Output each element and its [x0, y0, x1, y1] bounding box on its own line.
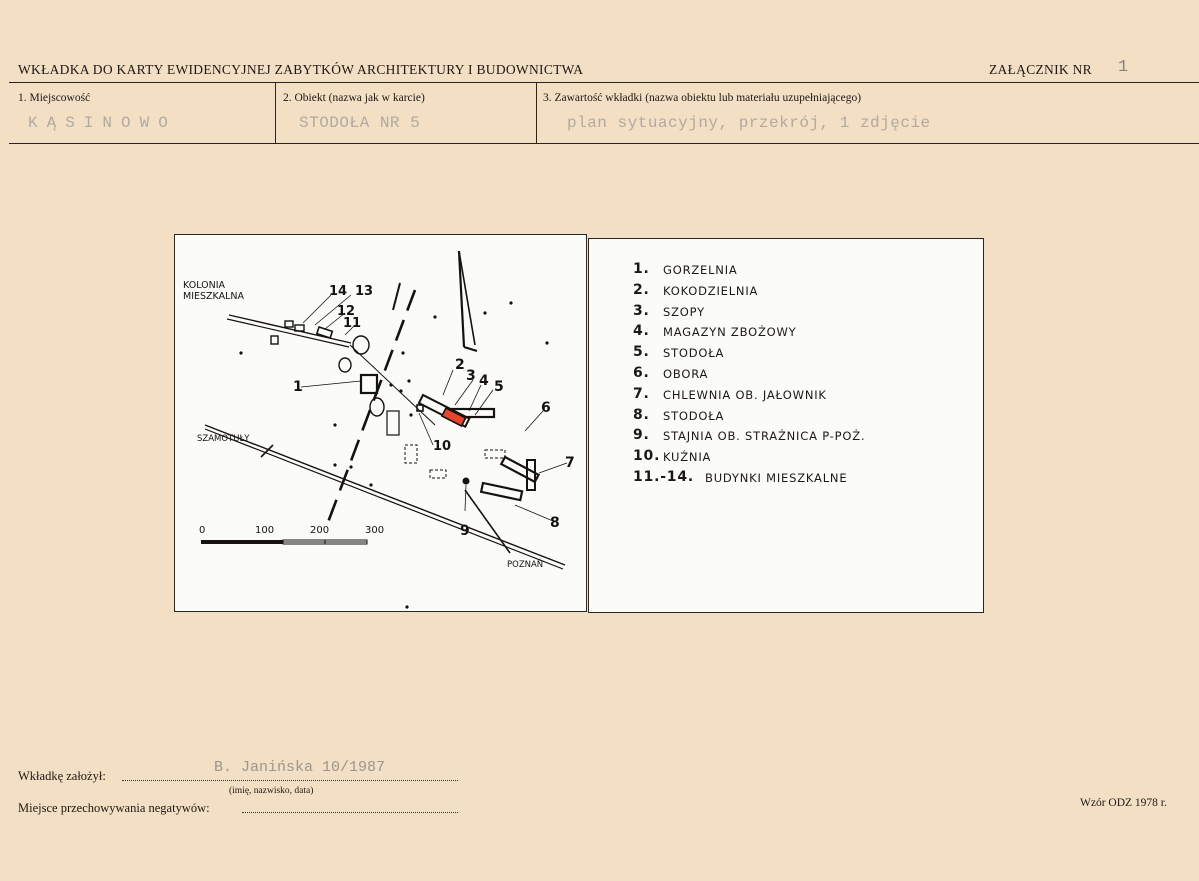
site-plan-map — [174, 234, 587, 612]
created-by-hint: (imię, nazwisko, data) — [229, 786, 314, 796]
legend-number: 7. — [633, 385, 650, 402]
object-value: STODOŁA NR 5 — [299, 114, 421, 132]
created-by-label: Wkładkę założył: — [18, 769, 106, 783]
scale-label-300: 300 — [365, 525, 385, 536]
legend-text: CHLEWNIA OB. JAŁOWNIK — [663, 387, 827, 402]
legend-number: 11.-14. — [633, 469, 695, 485]
document-title: WKŁADKA DO KARTY EWIDENCYJNEJ ZABYTKÓW ARCHITEKTURY I BUDOWNICTWA — [18, 62, 584, 77]
legend-item — [633, 323, 973, 343]
map-number-7: 7 — [565, 455, 575, 471]
legend-item — [633, 448, 973, 468]
content-label: 3. Zawartość wkładki (nazwa obiektu lub materiału uzupełniającego) — [543, 92, 862, 104]
legend-number: 4. — [633, 323, 650, 340]
content-value: plan sytuacyjny, przekrój, 1 zdjęcie — [567, 114, 931, 132]
header-rule-bottom — [9, 143, 1199, 144]
map-number-5: 5 — [494, 379, 504, 395]
scale-label-100: 100 — [255, 525, 275, 536]
legend-text: BUDYNKI MIESZKALNE — [705, 471, 848, 485]
legend-text: MAGAZYN ZBOŻOWY — [663, 325, 797, 340]
legend-text: KUŹNIA — [663, 450, 712, 465]
map-number-6: 6 — [541, 400, 551, 416]
legend-number: 6. — [633, 365, 650, 381]
map-label-kolonia: KOLONIA — [183, 280, 226, 291]
legend-item — [633, 469, 973, 489]
scale-label-0: 0 — [199, 525, 206, 536]
field-divider-2 — [536, 83, 537, 143]
legend-panel — [588, 238, 984, 613]
map-number-10: 10 — [433, 439, 452, 454]
legend-text: STAJNIA OB. STRAŻNICA P-POŻ. — [663, 429, 866, 444]
form-template-label: Wzór ODZ 1978 r. — [1080, 797, 1167, 809]
map-number-12: 12 — [337, 304, 356, 319]
legend-text: GORZELNIA — [663, 263, 738, 277]
legend-text: OBORA — [663, 367, 709, 381]
legend-number: 3. — [633, 302, 650, 319]
map-number-11: 11 — [343, 316, 362, 331]
legend-text: STODOŁA — [663, 408, 725, 423]
legend-number: 10. — [633, 448, 661, 465]
legend-number: 5. — [633, 344, 650, 361]
legend-number: 8. — [633, 406, 650, 423]
negatives-label: Miejsce przechowywania negatywów: — [18, 801, 210, 815]
created-by-value: B. Janińska 10/1987 — [214, 759, 386, 776]
map-number-8: 8 — [550, 515, 560, 531]
map-label-szamotuly: SZAMOTUŁY — [197, 434, 250, 444]
legend-item — [633, 386, 973, 406]
legend-item — [633, 407, 973, 427]
legend-item — [633, 303, 973, 323]
attachment-label: ZAŁĄCZNIK NR — [989, 62, 1092, 77]
map-number-2: 2 — [455, 357, 465, 373]
legend-text: STODOŁA — [663, 346, 725, 361]
map-number-1: 1 — [293, 379, 303, 395]
field-divider-1 — [275, 83, 276, 143]
map-label-mieszkalna: MIESZKALNA — [183, 291, 244, 302]
legend-item — [633, 427, 973, 447]
legend-item — [633, 282, 973, 302]
legend-number: 2. — [633, 281, 650, 298]
map-number-3: 3 — [466, 368, 476, 384]
attachment-number: 1 — [1118, 58, 1129, 77]
locality-value: KĄSINOWO — [28, 114, 177, 132]
scale-label-200: 200 — [310, 525, 330, 536]
legend-text: KOKODZIELNIA — [663, 283, 759, 298]
site-plan-drawing — [175, 235, 585, 610]
map-number-13: 13 — [355, 284, 374, 299]
legend-item — [633, 344, 973, 364]
object-label: 2. Obiekt (nazwa jak w karcie) — [283, 92, 425, 104]
map-label-poznan: POZNAŃ — [507, 560, 544, 570]
map-number-4: 4 — [479, 373, 489, 389]
negatives-line — [242, 812, 458, 813]
legend-item — [633, 365, 973, 385]
legend-item — [633, 261, 973, 281]
legend-number: 9. — [633, 427, 650, 444]
legend-text: SZOPY — [663, 304, 705, 319]
map-number-14: 14 — [329, 284, 348, 299]
map-number-9: 9 — [460, 523, 470, 539]
created-by-line — [122, 780, 458, 781]
header-rule-top — [9, 82, 1199, 83]
legend-number: 1. — [633, 261, 650, 277]
locality-label: 1. Miejscowość — [18, 92, 91, 104]
